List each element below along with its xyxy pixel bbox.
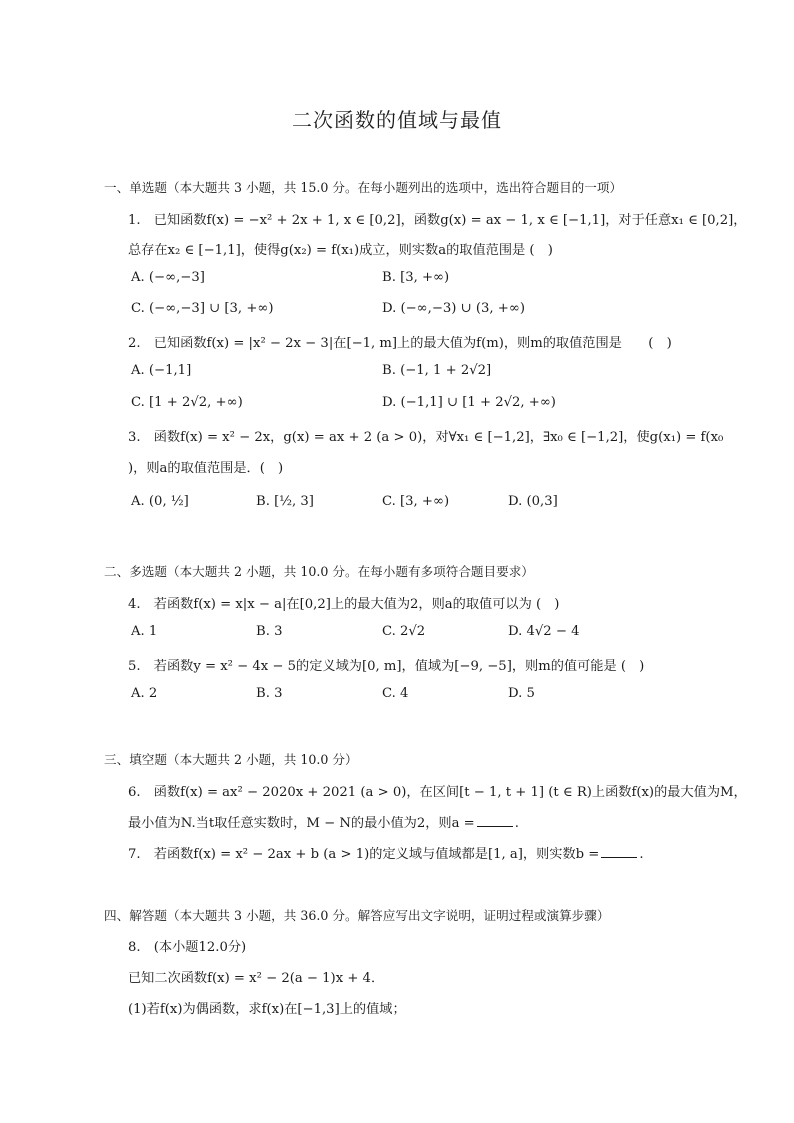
question-5-option-d: D. 5 [508,686,535,701]
question-3-line-1: 3. 函数f(x) = x² − 2x，g(x) = ax + 2 (a > 0)，对∀x₁ ∈ [−1,2]，∃x₀ ∈ [−1,2]，使g(x₁) = f(x₀ [128,430,724,445]
question-4-option-a: A. 1 [131,624,158,639]
section-heading-single-choice: 一、单选题（本大题共 3 小题，共 15.0 分。在每小题列出的选项中，选出符合题目的一项） [104,180,623,195]
question-4-line-1: 4. 若函数f(x) = x|x − a|在[0,2]上的最大值为2，则a的取值可以为 ( ) [128,597,560,612]
question-5-option-a: A. 2 [131,686,158,701]
question-6-period: . [514,816,519,831]
question-1-line-1: 1. 已知函数f(x) = −x² + 2x + 1, x ∈ [0,2]，函数g(x) = ax − 1, x ∈ [−1,1]，对于任意x₁ ∈ [0,2]， [128,213,747,228]
question-8-heading: 8. (本小题12.0分) [128,940,247,955]
page-title: 二次函数的值域与最值 [292,108,502,132]
question-7-text: 7. 若函数f(x) = x² − 2ax + b (a > 1)的定义域与值域都是[1, a]，则实数b = [128,847,600,862]
question-5-option-b: B. 3 [256,686,283,701]
question-3-option-b: B. [½, 3] [256,494,314,509]
question-2-option-d: D. (−1,1] ∪ [1 + 2√2, +∞) [382,395,556,410]
question-2-option-a: A. (−1,1] [131,363,192,378]
question-2-line-1: 2. 已知函数f(x) = |x² − 2x − 3|在[−1, m]上的最大值为f(m)，则m的取值范围是 ( ) [128,336,672,351]
question-3-line-2: )，则a的取值范围是．( ) [128,461,284,476]
question-1-option-b: B. [3, +∞) [382,270,450,285]
section-heading-multiple-choice: 二、多选题（本大题共 2 小题，共 10.0 分。在每小题有多项符合题目要求） [104,564,534,579]
question-1-option-c: C. (−∞,−3] ∪ [3, +∞) [131,301,274,316]
question-4-option-b: B. 3 [256,624,283,639]
question-1-option-a: A. (−∞,−3] [131,270,205,285]
question-5-option-c: C. 4 [382,686,409,701]
question-4-option-c: C. 2√2 [382,624,426,639]
question-6-text: 最小值为N.当t取任意实数时，M − N的最小值为2，则a = [128,816,475,831]
question-6-line-1: 6. 函数f(x) = ax² − 2020x + 2021 (a > 0)，在区间[t − 1, t + 1] (t ∈ R)上函数f(x)的最大值为M， [128,785,747,800]
answer-blank[interactable] [477,816,513,827]
question-3-option-d: D. (0,3] [508,494,558,509]
question-1-line-2: 总存在x₂ ∈ [−1,1]，使得g(x₂) = f(x₁)成立，则实数a的取值范围是 ( ) [128,243,553,258]
question-4-option-d: D. 4√2 − 4 [508,624,580,639]
question-2-option-c: C. [1 + 2√2, +∞) [131,395,243,410]
question-8-line-2: (1)若f(x)为偶函数，求f(x)在[−1,3]上的值域； [128,1002,406,1017]
question-5-line-1: 5. 若函数y = x² − 4x − 5的定义域为[0, m]，值域为[−9, −5]，则m的值可能是 ( ) [128,659,645,674]
question-7-line-1 [128,843,644,862]
section-heading-free-response: 四、解答题（本大题共 3 小题，共 36.0 分。解答应写出文字说明，证明过程或演算步骤） [104,908,610,923]
question-1-option-d: D. (−∞,−3) ∪ (3, +∞) [382,301,525,316]
question-7-period: . [639,847,644,862]
question-8-line-1: 已知二次函数f(x) = x² − 2(a − 1)x + 4． [128,971,385,986]
section-heading-fill-in: 三、填空题（本大题共 2 小题，共 10.0 分） [104,752,358,767]
answer-blank[interactable] [601,847,637,858]
question-2-option-b: B. (−1, 1 + 2√2] [382,363,492,378]
question-3-option-c: C. [3, +∞) [382,494,450,509]
question-6-line-2 [128,812,519,831]
question-3-option-a: A. (0, ½] [131,494,189,509]
